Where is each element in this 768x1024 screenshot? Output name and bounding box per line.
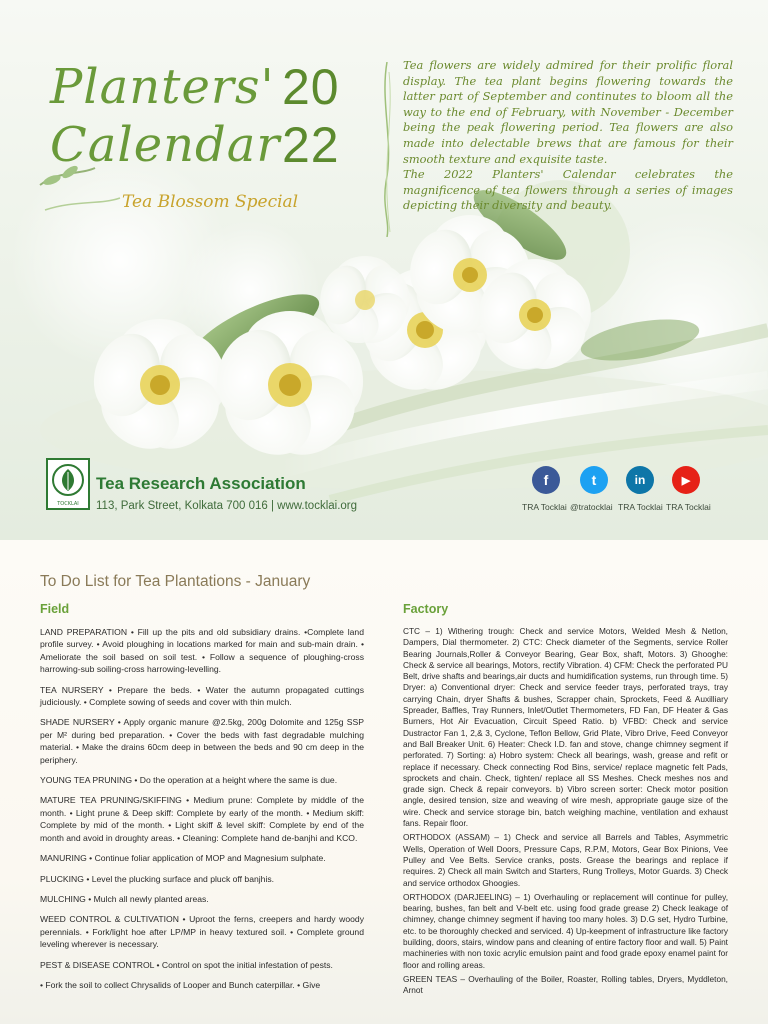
field-task-young-tea-pruning: YOUNG TEA PRUNING • Do the operation at a height where the same is due. [40, 775, 338, 786]
todo-title: To Do List for Tea Plantations - January [40, 573, 311, 590]
field-task-mature-tea-pruning: MATURE TEA PRUNING/SKIFFING • Medium prune: Complete by middle of the month. • Light prune & Deep skiff: Complete by early of the month. • Medium skiff: Complete by mid of the month. • Light skiff & level skiff: Complete by end of the month and avoid in droughty areas. • Cleaning: Complete hand de-banjhi and KCO. [40, 795, 364, 843]
factory-task-ctc: CTC – 1) Withering trough: Check and service Motors, Welded Mesh & Netlon, Dampers, Dial thermometer. 2) CTC: Check diameter of the Segments, service Roller Bearing Journals,Roller & Conveyor Bearing, Gear Box, shaft, Motors. 3) Ghooghe: Check & service all bearings, Motors, rectify Vibration. 4) CFM: Check the perforated PU Belt, drive shafts and bearings,air ducts and humidification systems, run through time. 5) Dryer: a) Conventional dryer: Check and service feeder trays, perforated trays, tray carrying Chain, dryer Shafts & bushes, Scrapper chain, Sprockets, Feed & Auxilliary Spreader, Baffles, Tray Runners, Inlet/Outlet Thermometers, FD Fan, DF Heater & Gas Burners, Hot Air Evacuation, Circuit Speed Ratio. b) VFBD: Check and service Dustractor Fan 1, 2,& 3, Cyclone, Teflon Bellow, Grid Plate, Vibro Drive, Feed Conveyor and Ball Breaker Unit. 6) Heater: Check I.D. fan and stove, change chimney segment if perforated. 7) Sorting: a) Hobro system: Check all bearings, wash, grease and refit or replace if necessary. Check connecting Rod Bins, service/ replace magnetic felt Pads, sprockets and chain. Check, tighten/ replace all SS Meshes. Check meshes nos and grade sign. Check & repair conveyors. b) Vibro screen sorter: Check motor position angle, desired tension, size and weaving of wire mesh, appropriate gauge size of the wire. Check and service storage bin, batch weighing machine, ventilation and exhaust fans. Repair floor. [403, 626, 728, 829]
logo-label: TOCKLAI [57, 501, 79, 507]
field-task-tea-nursery: TEA NURSERY • Prepare the beds. • Water the autumn propagated cuttings judiciously. • Complete sowing of seeds and cover with thin mulch. [40, 684, 364, 708]
factory-task-orthodox-darjeeling: ORTHODOX (DARJEELING) – 1) Overhauling or replacement will continue for pulley, bearing, bushes, fan belt and V-belt etc. using food grade grease 2) Check leakage of chimney, change chimney segment if having too many holes. 3) D.G set, Hydro Turbine, etc. to be thoroughly checked and serviced. 4) Up-keepment of infrastructure like factory building, doors, stairs, window pans and cleaning of entire factory floor and wall. 5) Paint machineries with non toxic acrylic emulsion paint and food grade epoxy enamel paint for floor and rolling areas. [403, 891, 728, 970]
year-top-digits: 20 [282, 59, 340, 115]
organization-address: 113, Park Street, Kolkata 700 016 | www.tocklai.org [96, 500, 358, 512]
field-task-land-preparation: LAND PREPARATION • Fill up the pits and old subsidiary drains. •Complete land profile survey. • Avoid ploughing in locations marked for main and sub-main drain. • Ameliorate the soil based on soil test. • Follow a sequence of ploughing-cross harrowing-sub soiling-cross harrowing-levelling. [40, 627, 364, 675]
linkedin-icon[interactable]: in [626, 466, 654, 494]
factory-task-orthodox-assam: ORTHODOX (ASSAM) – 1) Check and service all Barrels and Tables, Asymmetric Wells, Operation of Well Doors, Pressure Caps, R.P.M, Motors, Gear Box Pinions, Vee Pulley and Vee Belts. Service cranks, posts. Grease the bearings and replace if requires. 2) Check all main Switch and Starters, Rung Trolleys, Motor Guards. 3) Check and service orthodox Ghoogies. [403, 832, 728, 888]
youtube-label[interactable]: TRA Tocklai [666, 502, 711, 512]
field-task-shade-nursery: SHADE NURSERY • Apply organic manure @2.5kg, 200g Dolomite and 125g SSP per M² during bed preparation. • Cover the beds with fast degradable mulching material. • Make the drains 60cm deep in between the beds and 90 cm deep in the periphery. [40, 717, 364, 765]
title-planters: Planters' [50, 59, 275, 115]
social-links [520, 466, 720, 516]
field-tasks [40, 626, 364, 999]
field-task-mulching: MULCHING • Mulch all newly planted areas. [40, 893, 209, 904]
intro-text [403, 58, 733, 214]
field-task-weed-control: WEED CONTROL & CULTIVATION • Uproot the ferns, creepers and hardy woody perennials. • Fork/light hoe after LP/MP in heavy textured soil. • Complete ground leveling wherever is necessary. [40, 914, 364, 950]
field-task-pest-continued: • Fork the soil to collect Chrysalids of Looper and Bunch caterpillar. • Give [40, 979, 321, 990]
facebook-icon[interactable]: f [532, 466, 560, 494]
leaf-emblem-icon [48, 460, 88, 500]
field-task-manuring: MANURING • Continue foliar application of MOP and Magnesium sulphate. [40, 853, 326, 864]
factory-task-green-teas: GREEN TEAS – Overhauling of the Boiler, Roaster, Rolling tables, Dryers, Myddleton, Arnot [403, 973, 728, 996]
field-heading: Field [40, 602, 70, 616]
intro-paragraph: Tea flowers are widely admired for their prolific floral display. The tea plant begins flowering towards the latter part of September and continutes to bloom all the way to the end of February, with November - December being the peak flowering period. Tea flowers are also made into delectable brews that are famous for their smooth texture and exquisite taste. [403, 58, 733, 166]
linkedin-label[interactable]: TRA Tocklai [618, 502, 663, 512]
tagline: Tea Blossom Special [122, 192, 299, 212]
intro-paragraph: The 2022 Planters' Calendar celebrates the magnificence of tea flowers through a series of images depicting their diversity and beauty. [403, 167, 733, 213]
organization-name: Tea Research Association [96, 474, 306, 493]
facebook-label[interactable]: TRA Tocklai [522, 502, 567, 512]
year-bottom-digits: 22 [282, 117, 340, 173]
factory-heading: Factory [403, 602, 449, 616]
tra-logo [46, 458, 90, 510]
decorative-vine-divider [378, 62, 396, 237]
twitter-icon[interactable]: t [580, 466, 608, 494]
calendar-title [50, 58, 350, 174]
todo-section [0, 540, 768, 1024]
twitter-label[interactable]: @tratocklai [570, 502, 613, 512]
youtube-icon[interactable]: ▶ [672, 466, 700, 494]
factory-tasks [403, 626, 728, 1000]
field-task-plucking: PLUCKING • Level the plucking surface and pluck off banjhis. [40, 873, 275, 884]
field-task-pest-disease-control: PEST & DISEASE CONTROL • Control on spot the initial infestation of pests. [40, 959, 333, 970]
title-calendar: Calendar [50, 117, 281, 173]
